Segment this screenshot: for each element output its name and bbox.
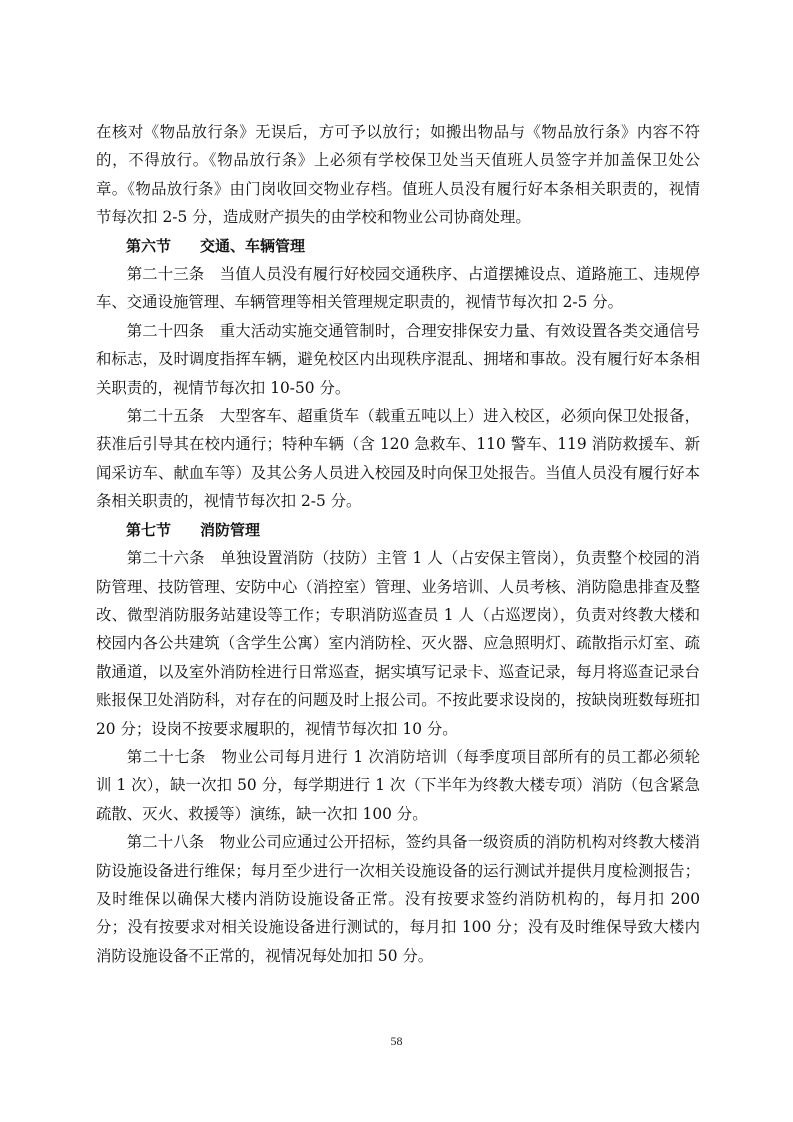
paragraph-continuation: 在核对《物品放行条》无误后，方可予以放行；如搬出物品与《物品放行条》内容不符的，不得放行。《物品放行条》上必须有学校保卫处当天值班人员签字并加盖保卫处公章。《物品放行条》由门岗收回交物业存档。值班人员没有履行好本条相关职责的，视情节每次扣 2-5 分，造成财产损失的由学校和物业公司协商处理。 xyxy=(96,123,700,227)
article-23: 第二十三条 当值人员没有履行好校园交通秩序、占道摆摊设点、道路施工、违规停车、交通设施管理、车辆管理等相关管理规定职责的，视情节每次扣 2-5 分。 xyxy=(96,265,700,312)
page-number: 58 xyxy=(390,1034,403,1048)
page-body xyxy=(96,118,700,970)
article-27: 第二十七条 物业公司每月进行 1 次消防培训（每季度项目部所有的员工都必须轮训 1 次），缺一次扣 50 分，每学期进行 1 次（下半年为终教大楼专项）消防（包含紧急疏散、灭火、救援等）演练，缺一次扣 100 分。 xyxy=(96,747,700,823)
section-title: 消防管理 xyxy=(200,520,261,539)
article-26: 第二十六条 单独设置消防（技防）主管 1 人（占安保主管岗），负责整个校园的消防管理、技防管理、安防中心（消控室）管理、业务培训、人员考核、消防隐患排查及整改、微型消防服务站建设等工作；专职消防巡查员 1 人（占巡逻岗），负责对终教大楼和校园内各公共建筑（含学生公寓）室内消防栓、灭火器、应急照明灯、疏散指示灯室、疏散通道，以及室外消防栓进行日常巡查，据实填写记录卡、巡查记录，每月将巡查记录台账报保卫处消防科，对存在的问题及时上报公司。不按此要求设岗的，按缺岗班数每班扣 20 分；设岗不按要求履职的，视情节每次扣 10 分。 xyxy=(96,549,700,738)
section-title: 交通、车辆管理 xyxy=(200,236,306,255)
section-heading-7 xyxy=(96,516,700,544)
section-number: 第六节 xyxy=(126,236,172,255)
section-heading-6 xyxy=(96,232,700,260)
section-number: 第七节 xyxy=(126,520,172,539)
article-24: 第二十四条 重大活动实施交通管制时，合理安排保安力量、有效设置各类交通信号和标志，及时调度指挥车辆，避免校区内出现秩序混乱、拥堵和事故。没有履行好本条相关职责的，视情节每次扣 10-50 分。 xyxy=(96,321,700,397)
article-25: 第二十五条 大型客车、超重货车（载重五吨以上）进入校区，必须向保卫处报备，获准后引导其在校内通行；特种车辆（含 120 急救车、110 警车、119 消防救援车、新闻采访车、献血车等）及其公务人员进入校园及时向保卫处报告。当值人员没有履行好本条相关职责的，视情节每次扣 2-5 分。 xyxy=(96,407,700,511)
article-28: 第二十八条 物业公司应通过公开招标，签约具备一级资质的消防机构对终教大楼消防设施设备进行维保；每月至少进行一次相关设施设备的运行测试并提供月度检测报告；及时维保以确保大楼内消防设施设备正常。没有按要求签约消防机构的，每月扣 200 分；没有按要求对相关设施设备进行测试的，每月扣 100 分；没有及时维保导致大楼内消防设施设备不正常的，视情况每处加扣 50 分。 xyxy=(96,833,700,965)
